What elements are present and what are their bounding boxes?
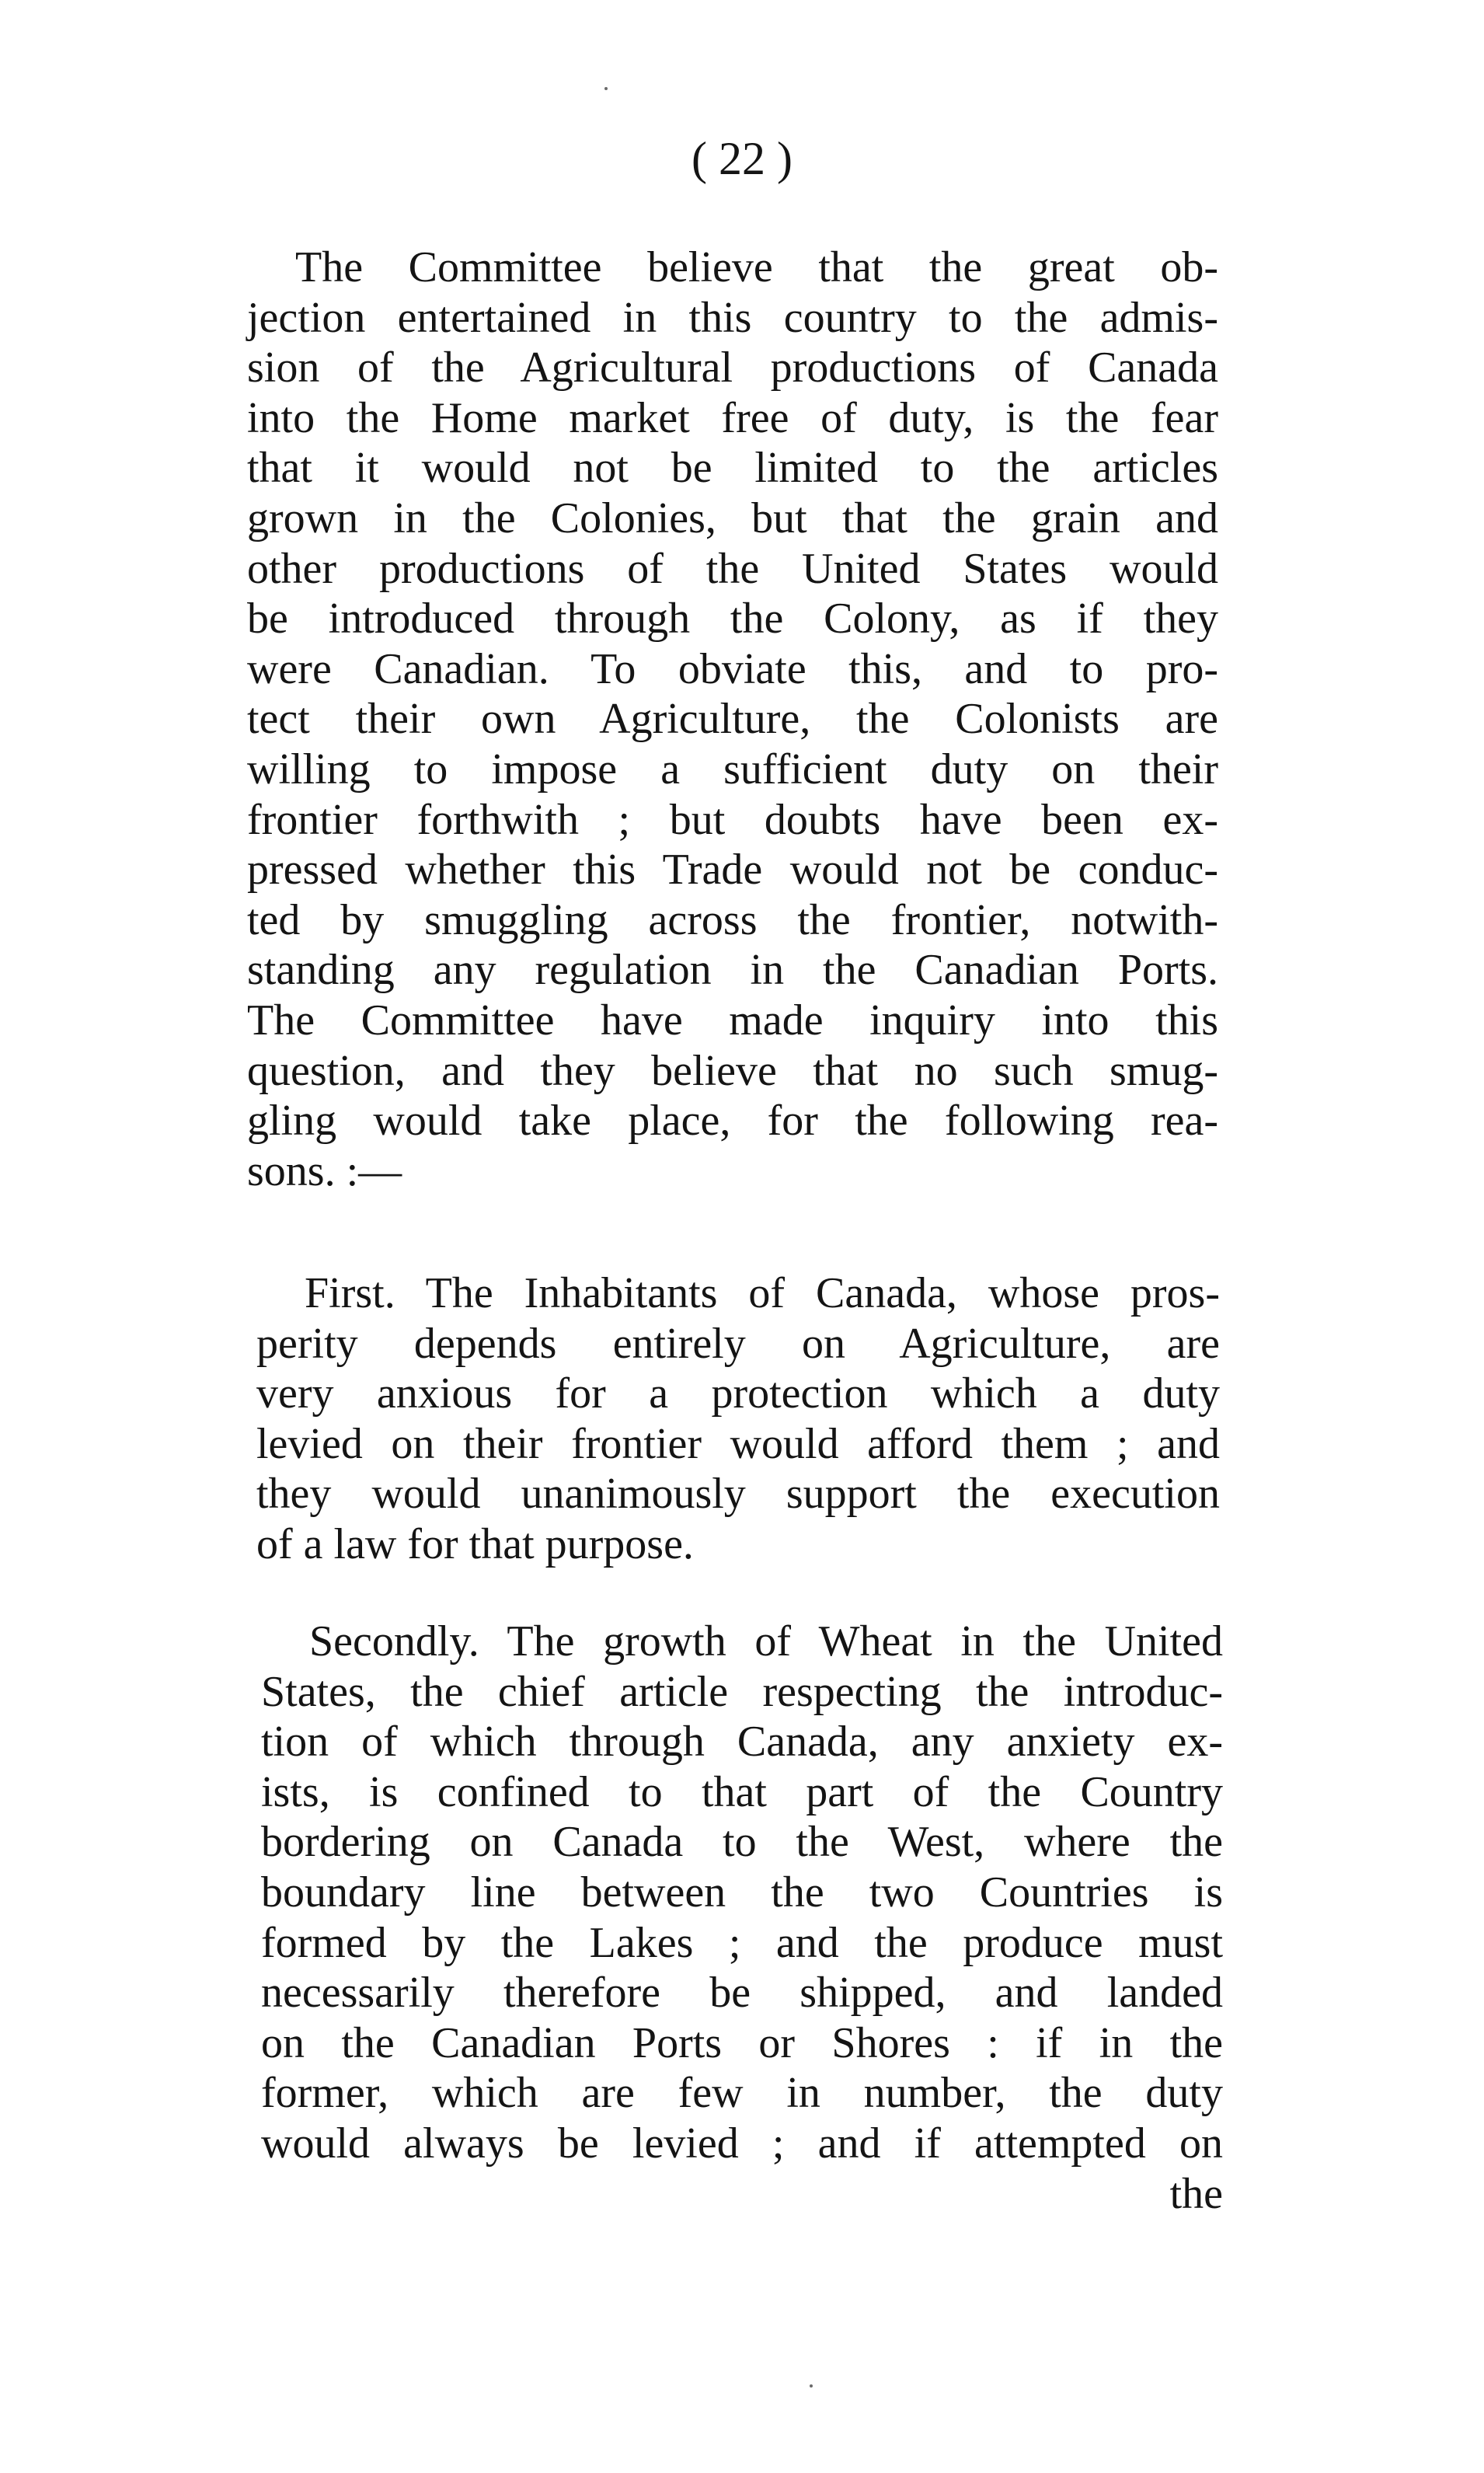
text-line: former, which are few in number, the duty [261, 2069, 1223, 2118]
text-line: boundary line between the two Countries is [261, 1868, 1223, 1917]
text-line: jection entertained in this country to the admis- [247, 293, 1218, 342]
text-line: sons. :— [247, 1146, 402, 1195]
text-line: ists, is confined to that part of the Country [261, 1767, 1223, 1816]
text-line: that it would not be limited to the articles [247, 444, 1218, 493]
text-line: pressed whether this Trade would not be conduc- [247, 846, 1218, 895]
text-line: First. The Inhabitants of Canada, whose pros- [305, 1269, 1220, 1317]
text-line: The Committee believe that the great ob- [295, 243, 1218, 291]
text-line: tion of which through Canada, any anxiety ex- [261, 1718, 1223, 1767]
paragraph-second-reason [261, 1617, 1223, 2219]
text-line: question, and they believe that no such smug- [247, 1046, 1218, 1095]
page-number: ( 22 ) [691, 133, 793, 184]
text-line: The Committee have made inquiry into this [247, 996, 1218, 1045]
text-line: were Canadian. To obviate this, and to pro- [247, 644, 1218, 693]
text-line: standing any regulation in the Canadian Ports. [247, 946, 1218, 995]
text-line: tect their own Agriculture, the Colonists are [247, 695, 1218, 744]
paragraph-committee-belief [247, 242, 1218, 1196]
text-line: very anxious for a protection which a duty [256, 1369, 1220, 1418]
catchword: the [1169, 2169, 1223, 2218]
text-line: willing to impose a sufficient duty on their [247, 745, 1218, 794]
text-line: sion of the Agricultural productions of Canada [247, 344, 1218, 392]
text-line: ted by smuggling across the frontier, notwith- [247, 895, 1218, 944]
text-line: perity depends entirely on Agriculture, are [256, 1319, 1220, 1368]
text-line: other productions of the United States would [247, 544, 1218, 593]
text-line: they would unanimously support the execution [256, 1470, 1220, 1519]
text-line: formed by the Lakes ; and the produce must [261, 1918, 1223, 1967]
text-line: grown in the Colonies, but that the grain and [247, 494, 1218, 542]
ink-speck [604, 87, 608, 90]
text-line: States, the chief article respecting the introduc- [261, 1667, 1223, 1716]
text-line: would always be levied ; and if attempted on [261, 2119, 1223, 2168]
text-line: of a law for that purpose. [256, 1519, 694, 1568]
text-line: levied on their frontier would afford them ; and [256, 1419, 1220, 1468]
text-line: on the Canadian Ports or Shores : if in the [261, 2018, 1223, 2067]
paragraph-first-reason [256, 1268, 1220, 1570]
text-line: frontier forthwith ; but doubts have been ex- [247, 795, 1218, 844]
ink-speck [810, 2384, 813, 2388]
text-line: necessarily therefore be shipped, and landed [261, 1969, 1223, 2018]
text-line: gling would take place, for the following rea- [247, 1097, 1218, 1146]
text-line: Secondly. The growth of Wheat in the United [309, 1617, 1223, 1666]
text-line: be introduced through the Colony, as if they [247, 595, 1218, 644]
text-line: into the Home market free of duty, is the fear [247, 393, 1218, 442]
text-line: bordering on Canada to the West, where the [261, 1818, 1223, 1867]
